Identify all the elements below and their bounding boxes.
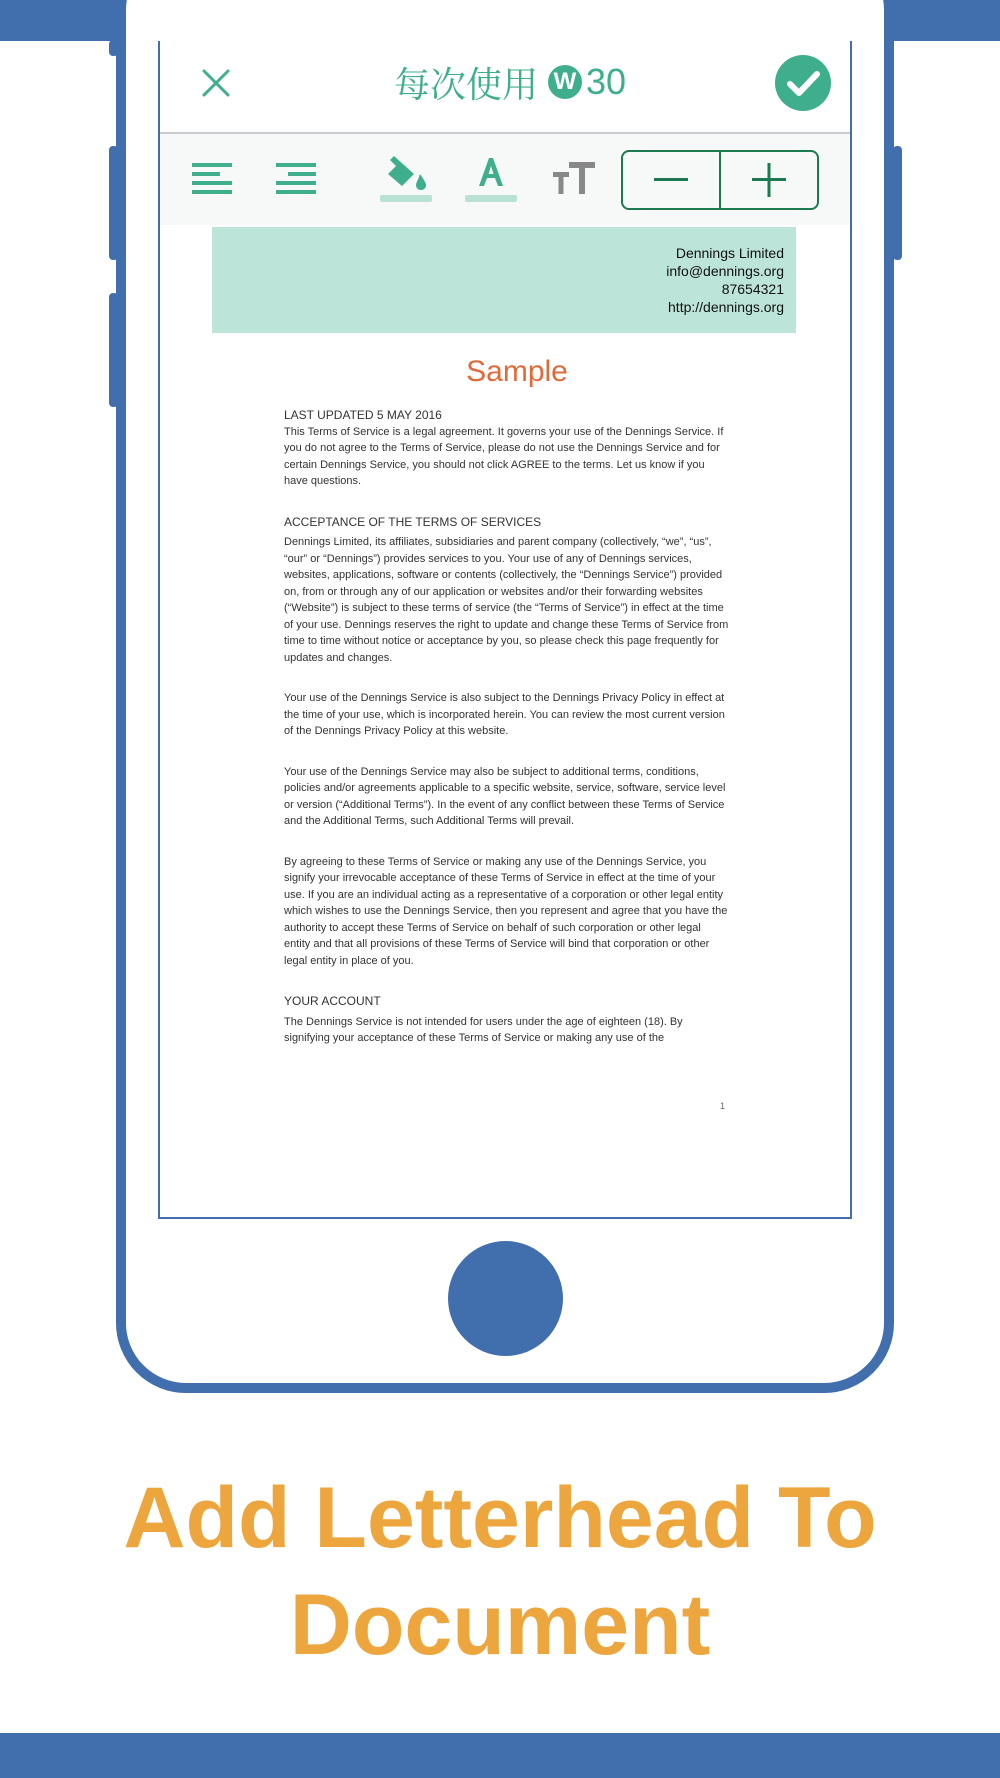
format-toolbar bbox=[160, 134, 850, 225]
usage-cost-label: 每次使用 bbox=[393, 63, 538, 105]
font-size-button[interactable] bbox=[553, 160, 599, 198]
fill-color-indicator bbox=[380, 195, 432, 202]
coin-badge-icon: W bbox=[548, 65, 582, 99]
page-number: 1 bbox=[720, 1101, 726, 1111]
letterhead-banner[interactable] bbox=[212, 227, 796, 333]
text-color-button[interactable] bbox=[465, 152, 517, 202]
phone-power-button bbox=[893, 146, 902, 260]
letterhead-website: http://dennings.org bbox=[668, 299, 784, 315]
document-paragraph-intro: This Terms of Service is a legal agreement. It governs your use of the Dennings Service. If you do not agree to the Terms of Service, please do not use the Dennings Service and for certain Dennings Service, you should not click AGREE to the terms. Let us know if you have questions. bbox=[284, 425, 724, 487]
close-button[interactable] bbox=[198, 65, 234, 101]
bottom-band bbox=[0, 1733, 1000, 1778]
increase-size-button[interactable] bbox=[721, 152, 817, 208]
document-title: Sample bbox=[466, 355, 568, 388]
close-icon bbox=[198, 65, 234, 101]
document-heading-acceptance: ACCEPTANCE OF THE TERMS OF SERVICES bbox=[284, 514, 542, 529]
fill-color-button[interactable] bbox=[380, 152, 432, 202]
usage-cost-title bbox=[320, 57, 700, 107]
document-updated-date: LAST UPDATED 5 MAY 2016 bbox=[284, 408, 442, 422]
promo-caption-line1: Add Letterhead To bbox=[123, 1470, 877, 1566]
text-color-icon bbox=[465, 152, 517, 192]
document-heading-account: YOUR ACCOUNT bbox=[284, 994, 381, 1008]
usage-cost-value: 30 bbox=[585, 61, 627, 102]
letterhead-company: Dennings Limited bbox=[675, 245, 784, 261]
document-paragraph: Your use of the Dennings Service is also subject to the Dennings Privacy Policy in effect at the time of your use, which is incorporated herein. You can review the most current version of the Dennings Privacy Policy at this website. bbox=[284, 692, 725, 737]
font-size-icon bbox=[553, 160, 599, 198]
document-paragraph: Dennings Limited, its affiliates, subsidiaries and parent company (collectively, “we”, “us”, “our” or “Dennings”) provides services to you. Your use of any of Dennings services, websites, applications, software or contents (collectively, the “Dennings Service”) provided on, from or through any of our application or websites and/or their forwarding websites (“Website”) is subject to these terms of service (the “Terms of Service”) in effect at the time of your use. Dennings reserves the right to update and change these Terms of Service from time to time without notice or acceptance by you, so please check this page frequently for updates and changes. bbox=[284, 536, 729, 664]
editor-header bbox=[160, 41, 850, 134]
document-paragraph: By agreeing to these Terms of Service or making any use of the Dennings Service, you signify your irrevocable acceptance of these Terms of Service in effect at the time of your use. If you are an individual acting as a representative of a corporation or other legal entity which wishes to use the Dennings Service, then you represent and agree that you have the authority to accept these Terms of Service on behalf of such corporation or other legal entity and that all provisions of these Terms of Service will bind that corporation or other legal entity in place of you. bbox=[284, 855, 728, 967]
align-right-button[interactable] bbox=[276, 159, 318, 201]
promo-caption-line2: Document bbox=[289, 1577, 711, 1673]
font-size-stepper bbox=[621, 150, 819, 210]
align-left-button[interactable] bbox=[192, 159, 234, 201]
decrease-size-button[interactable] bbox=[623, 152, 721, 208]
letterhead-phone: 87654321 bbox=[721, 281, 784, 297]
phone-home-button[interactable] bbox=[448, 1241, 563, 1356]
align-right-icon bbox=[276, 159, 318, 201]
minus-icon bbox=[651, 160, 691, 200]
phone-screen bbox=[158, 41, 852, 1219]
paint-bucket-icon bbox=[380, 152, 432, 192]
text-color-indicator bbox=[465, 195, 517, 202]
letterhead-email: info@dennings.org bbox=[666, 263, 784, 279]
align-left-icon bbox=[192, 159, 234, 201]
document-paragraph: The Dennings Service is not intended for users under the age of eighteen (18). By signifying your acceptance of these Terms of Service or making any use of the bbox=[284, 1015, 683, 1044]
document-body bbox=[284, 341, 730, 1047]
checkmark-icon bbox=[775, 55, 831, 111]
document-paragraph: Your use of the Dennings Service may also be subject to additional terms, conditions, policies and/or agreements applicable to a specific website, service, software, service level or version (“Additional Terms”). In the event of any conflict between these Terms of Service and the Additional Terms, such Additional Terms will prevail. bbox=[284, 765, 726, 827]
plus-icon bbox=[749, 160, 789, 200]
confirm-button[interactable] bbox=[775, 55, 831, 111]
promo-caption bbox=[0, 1465, 1000, 1679]
